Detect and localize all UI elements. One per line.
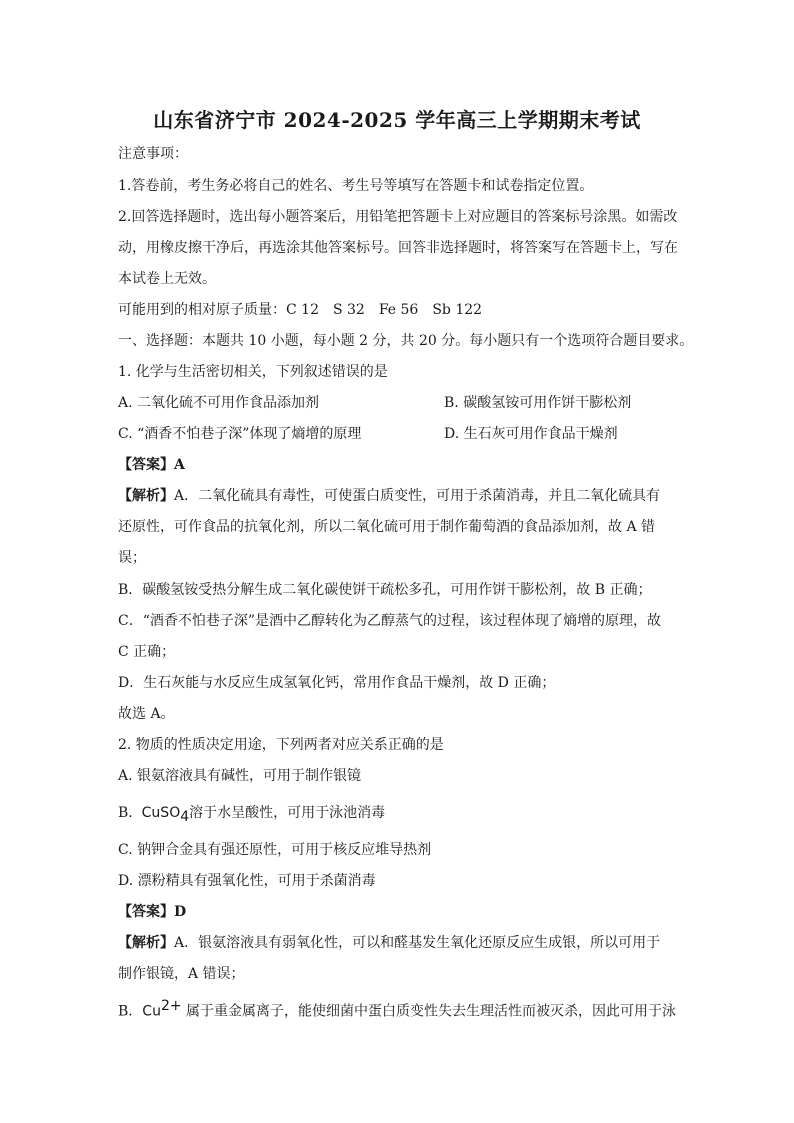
q1-option-d: D. 生石灰可用作食品干燥剂 [444, 426, 618, 442]
q1-stem: 1. 化学与生活密切相关，下列叙述错误的是 [118, 364, 388, 380]
q2-option-b-formula: CuSO [141, 805, 181, 821]
q1-option-b: B. 碳酸氢铵可用作饼干膨松剂 [444, 395, 632, 411]
q1-explanation-line-3: 误； [118, 550, 146, 566]
q2-explanation-line-2: 制作银镜，A 错误； [118, 966, 245, 982]
notice-item-1: 1.答卷前，考生务必将自己的姓名、考生号等填写在答题卡和试卷指定位置。 [118, 178, 594, 194]
q2-explanation-line-1 [118, 933, 660, 953]
q2-option-b-subscript: 4 [180, 808, 190, 825]
q1-explanation-line-2: 还原性，可作食品的抗氧化剂，所以二氧化硫可用于制作葡萄酒的食品添加剂，故 A 错 [118, 519, 656, 535]
exam-title: 山东省济宁市 2024-2025 学年高三上学期期末考试 [153, 108, 641, 132]
q1-answer: 【答案】A [118, 457, 185, 473]
q2-option-b [118, 803, 385, 827]
notice-item-2-line-1: 2.回答选择题时，选出每小题答案后，用铅笔把答题卡上对应题目的答案标号涂黑。如需改 [118, 209, 678, 225]
q1-explanation-tag: 【解析】 [118, 488, 174, 504]
q2-explanation-text-1: A．银氨溶液具有弱氧化性，可以和醛基发生氧化还原反应生成银，所以可用于 [174, 935, 661, 951]
q2-option-d: D. 漂粉精具有强氧化性，可用于杀菌消毒 [118, 873, 376, 889]
notice-item-2-line-3: 本试卷上无效。 [118, 271, 216, 287]
q1-option-c: C. “酒香不怕巷子深”体现了熵增的原理 [118, 426, 362, 442]
q1-explanation-line-5: C．“酒香不怕巷子深”是酒中乙醇转化为乙醇蒸气的过程，该过程体现了熵增的原理，故 [118, 613, 662, 629]
q1-explanation-line-6: C 正确； [118, 644, 176, 660]
q1-explanation-text-1: A．二氧化硫具有毒性，可使蛋白质变性，可用于杀菌消毒，并且二氧化硫具有 [174, 488, 661, 504]
q2-option-b-text: 溶于水呈酸性，可用于泳池消毒 [189, 805, 386, 821]
q2-copper-ion-charge: 2+ [160, 998, 182, 1014]
q1-explanation-line-1 [118, 486, 660, 506]
notice-heading: 注意事项： [118, 146, 188, 162]
q1-explanation-line-7: D．生石灰能与水反应生成氢氧化钙，常用作食品干燥剂，故 D 正确； [118, 675, 556, 691]
q2-option-b-prefix: B. [118, 805, 133, 821]
q2-option-a: A. 银氨溶液具有碱性，可用于制作银镜 [118, 768, 362, 784]
q2-answer: 【答案】D [118, 904, 187, 920]
q2-explanation-tag: 【解析】 [118, 935, 174, 951]
q1-conclusion: 故选 A。 [118, 706, 175, 722]
section-1-heading: 一、选择题：本题共 10 小题，每小题 2 分，共 20 分。每小题只有一个选项符合题目要求。 [118, 333, 694, 349]
q2-stem: 2. 物质的性质决定用途，下列两者对应关系正确的是 [118, 737, 444, 753]
q2-copper-ion: Cu [142, 1003, 161, 1020]
notice-item-2-line-2: 动，用橡皮擦干净后，再选涂其他答案标号。回答非选择题时，将答案写在答题卡上，写在 [118, 240, 678, 256]
q1-explanation-line-4: B．碳酸氢铵受热分解生成二氧化碳使饼干疏松多孔，可用作饼干膨松剂，故 B 正确； [118, 582, 652, 598]
atomic-mass-line: 可能用到的相对原子质量：C 12 S 32 Fe 56 Sb 122 [118, 302, 483, 318]
q2-explanation-text-3: 属于重金属离子，能使细菌中蛋白质变性失去生理活性而被灭杀，因此可用于泳 [181, 1003, 677, 1020]
q1-option-a: A. 二氧化硫不可用作食品添加剂 [118, 395, 320, 411]
q2-explanation-line-3 [118, 996, 676, 1022]
q2-explanation-prefix-3: B． [118, 1003, 143, 1020]
q2-option-c: C. 钠钾合金具有强还原性，可用于核反应堆导热剂 [118, 842, 432, 858]
